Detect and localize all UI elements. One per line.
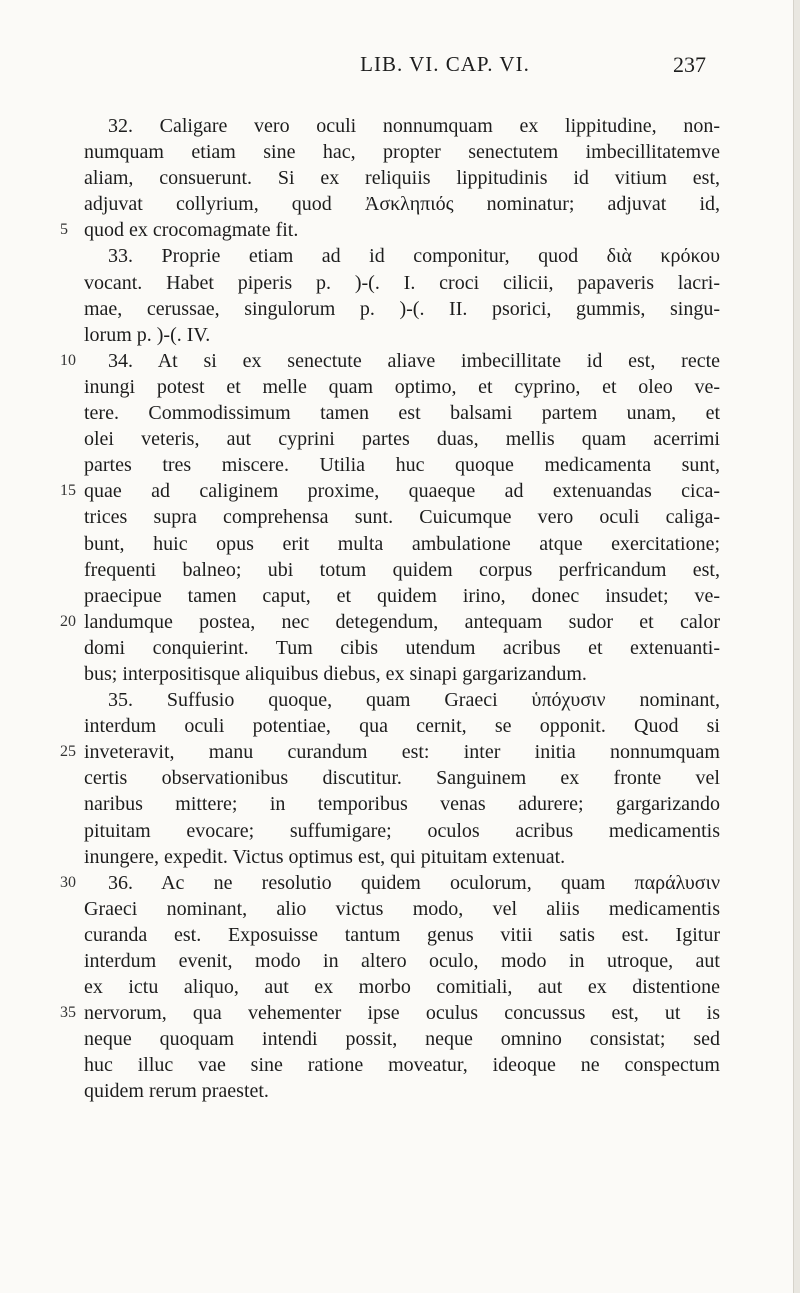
line-text: huc illuc vae sine ratione moveatur, ideoque ne conspectum: [84, 1054, 720, 1077]
text-line: [60, 217, 720, 243]
line-text: olei veteris, aut cyprini partes duas, mellis quam acerrimi: [84, 428, 720, 451]
line-text: bunt, huic opus erit multa ambulatione atque exercitatione;: [84, 532, 720, 555]
text-line: [60, 165, 720, 191]
line-text: interdum evenit, modo in altero oculo, modo in utroque, aut: [84, 950, 720, 972]
line-text: nervorum, qua vehementer ipse oculus concussus est, ut is: [84, 1002, 720, 1025]
text-line: [60, 113, 720, 139]
line-text: pituitam evocare; suffumigare; oculos acribus medicamentis: [84, 819, 720, 842]
line-text: numquam etiam sine hac, propter senectutem imbecillitatemve: [84, 141, 720, 164]
text-line: [60, 896, 720, 922]
line-text: 34. At si ex senectute aliave imbecillitate id est, recte: [108, 349, 720, 372]
line-text: partes tres miscere. Utilia huc quoque medicamenta sunt,: [84, 454, 720, 477]
text-line: [60, 818, 720, 844]
text-line: [60, 974, 720, 1000]
text-line: [60, 531, 720, 557]
text-line: [60, 452, 720, 478]
text-line: [60, 191, 720, 217]
text-line: [60, 557, 720, 583]
text-line: [60, 1078, 720, 1104]
text-line: [60, 426, 720, 452]
line-number: 15: [60, 482, 76, 500]
line-text: adjuvat collyrium, quod Ἀσκληπιός nominatur; adjuvat id,: [84, 193, 720, 216]
line-text: Graeci nominant, alio victus modo, vel aliis medicamentis: [84, 897, 720, 920]
line-number: 30: [60, 873, 76, 891]
text-line: [60, 661, 720, 687]
page-number: 237: [673, 52, 706, 77]
text-line: [60, 243, 720, 269]
text-line: [60, 583, 720, 609]
line-text: quae ad caliginem proxime, quaeque ad extenuandas cica-: [84, 480, 720, 503]
text-line: [60, 270, 720, 296]
line-text: 35. Suffusio quoque, quam Graeci ὑπόχυσιν nominant,: [108, 689, 720, 712]
line-text: trices supra comprehensa sunt. Cuicumque vero oculi caliga-: [84, 506, 720, 529]
line-text: landumque postea, nec detegendum, antequam sudor et calor: [84, 610, 720, 633]
text-line: [60, 1000, 720, 1026]
text-line: [60, 322, 720, 348]
line-text: tere. Commodissimum tamen est balsami partem unam, et: [84, 402, 720, 425]
line-number: 25: [60, 743, 76, 761]
line-text: inungere, expedit. Victus optimus est, qui pituitam extenuat.: [84, 845, 566, 868]
text-line: [60, 1052, 720, 1078]
line-text: quidem rerum praestet.: [84, 1080, 269, 1103]
text-line: [60, 948, 720, 974]
text-line: [60, 139, 720, 165]
line-text: bus; interpositisque aliquibus diebus, ex sinapi gargarizandum.: [84, 662, 587, 685]
line-text: lorum p. )-(. IV.: [84, 323, 211, 346]
line-text: ex ictu aliquo, aut ex morbo comitiali, aut ex distentione: [84, 976, 720, 999]
line-text: neque quoquam intendi possit, neque omnino consistat; sed: [84, 1028, 720, 1051]
text-line: [60, 400, 720, 426]
page-header: [0, 52, 800, 86]
text-line: [60, 870, 720, 896]
text-line: [60, 374, 720, 400]
running-head: LIB. VI. CAP. VI.: [360, 52, 530, 76]
line-text: 32. Caligare vero oculi nonnumquam ex lippitudine, non-: [108, 115, 720, 137]
line-number: 20: [60, 612, 76, 630]
line-number: 10: [60, 351, 76, 369]
line-text: mae, cerussae, singulorum p. )-(. II. psorici, gummis, singu-: [84, 297, 720, 320]
text-line: [60, 635, 720, 661]
body-text: [60, 113, 720, 1105]
text-line: [60, 791, 720, 817]
text-line: [60, 348, 720, 374]
text-line: [60, 922, 720, 948]
line-text: 36. Ac ne resolutio quidem oculorum, quam παράλυσιν: [108, 871, 720, 894]
line-text: curanda est. Exposuisse tantum genus vitii satis est. Igitur: [84, 923, 720, 946]
line-text: inungi potest et melle quam optimo, et cyprino, et oleo ve-: [84, 375, 720, 398]
line-text: frequenti balneo; ubi totum quidem corpus perfricandum est,: [84, 558, 720, 581]
text-line: [60, 504, 720, 530]
line-number: 35: [60, 1004, 76, 1022]
text-line: [60, 765, 720, 791]
line-text: interdum oculi potentiae, qua cernit, se opponit. Quod si: [84, 715, 720, 738]
text-line: [60, 844, 720, 870]
text-line: [60, 713, 720, 739]
text-line: [60, 687, 720, 713]
line-text: certis observationibus discutitur. Sanguinem ex fronte vel: [84, 767, 720, 790]
line-text: inveteravit, manu curandum est: inter initia nonnumquam: [84, 741, 720, 764]
text-line: [60, 478, 720, 504]
page-edge: [793, 0, 800, 1293]
line-text: vocant. Habet piperis p. )-(. I. croci cilicii, papaveris lacri-: [84, 271, 720, 294]
text-line: [60, 739, 720, 765]
text-line: [60, 1026, 720, 1052]
line-text: quod ex crocomagmate fit.: [84, 219, 299, 242]
line-number: 5: [60, 221, 68, 239]
text-line: [60, 609, 720, 635]
line-text: aliam, consuerunt. Si ex reliquiis lippitudinis id vitium est,: [84, 167, 720, 190]
text-line: [60, 296, 720, 322]
line-text: naribus mittere; in temporibus venas adurere; gargarizando: [84, 793, 720, 816]
line-text: domi conquierint. Tum cibis utendum acribus et extenuanti-: [84, 636, 720, 659]
line-text: praecipue tamen caput, et quidem irino, donec insudet; ve-: [84, 584, 720, 607]
line-text: 33. Proprie etiam ad id componitur, quod διὰ κρόκου: [108, 245, 720, 268]
